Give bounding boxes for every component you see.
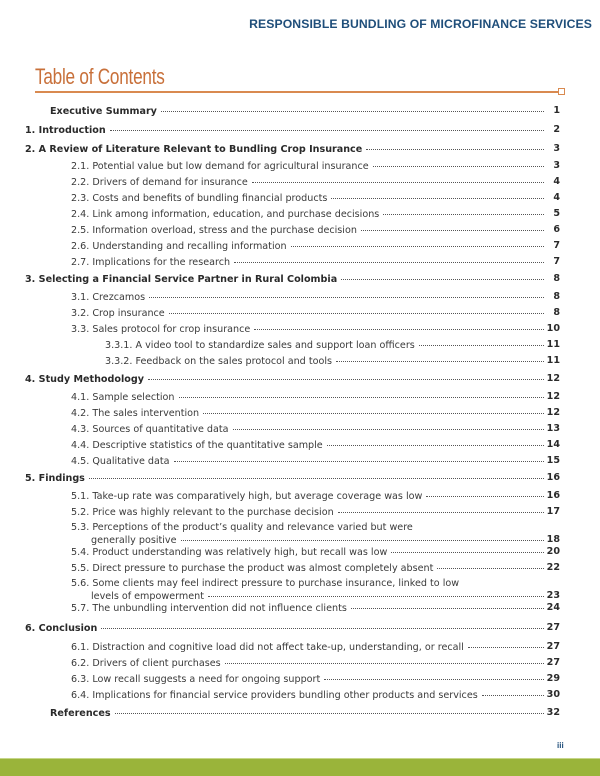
toc-entry-page: 16 bbox=[546, 490, 560, 501]
toc-entry-label: 6.4. Implications for financial service providers bundling other products and services bbox=[71, 690, 478, 701]
dot-leader bbox=[383, 206, 544, 215]
toc-entry-label: References bbox=[50, 708, 111, 719]
toc-entry[interactable] bbox=[71, 307, 560, 320]
toc-entry-label: 4.2. The sales intervention bbox=[71, 408, 200, 419]
rule-end-square-icon bbox=[558, 88, 565, 95]
toc-entry-page: 24 bbox=[546, 602, 560, 613]
toc-entry-page: 27 bbox=[546, 622, 560, 633]
dot-leader bbox=[341, 271, 544, 280]
dot-leader bbox=[161, 103, 544, 112]
toc-entry-page: 30 bbox=[546, 689, 560, 700]
toc-entry[interactable] bbox=[71, 490, 560, 503]
toc-entry-label: 2.5. Information overload, stress and the purchase decision bbox=[71, 225, 357, 236]
toc-entry-label: 2.1. Potential value but low demand for agricultural insurance bbox=[71, 161, 369, 172]
toc-entry-label: 3.2. Crop insurance bbox=[71, 308, 165, 319]
toc-entry-page: 15 bbox=[546, 455, 560, 466]
toc-entry-page: 7 bbox=[553, 240, 560, 251]
toc-entry-label: 5.6. Some clients may feel indirect pressure to purchase insurance, linked to low bbox=[71, 578, 460, 589]
toc-entry-page: 23 bbox=[546, 590, 560, 601]
page-number: iii bbox=[557, 741, 564, 750]
running-header-title: RESPONSIBLE BUNDLING OF MICROFINANCE SERVICES bbox=[249, 17, 592, 31]
toc-entry[interactable] bbox=[50, 105, 560, 118]
dot-leader bbox=[101, 620, 544, 629]
toc-entry-page: 4 bbox=[553, 176, 560, 187]
toc-entry-label: 3. Selecting a Financial Service Partner in Rural Colombia bbox=[25, 274, 338, 285]
dot-leader bbox=[419, 337, 544, 346]
toc-entry-page: 8 bbox=[553, 273, 560, 284]
toc-entry-label: 1. Introduction bbox=[25, 125, 106, 136]
dot-leader bbox=[331, 190, 544, 199]
toc-entry[interactable] bbox=[25, 143, 560, 156]
dot-leader bbox=[179, 389, 545, 398]
toc-entry-page: 22 bbox=[546, 562, 560, 573]
toc-entry-page: 12 bbox=[546, 407, 560, 418]
toc-entry-label: 4.3. Sources of quantitative data bbox=[71, 424, 229, 435]
toc-entry-page: 4 bbox=[553, 192, 560, 203]
dot-leader bbox=[89, 470, 544, 479]
toc-entry-label: 4. Study Methodology bbox=[25, 374, 144, 385]
toc-entry-page: 11 bbox=[546, 339, 560, 350]
toc-entry[interactable] bbox=[71, 689, 560, 702]
dot-leader bbox=[468, 639, 544, 648]
toc-entry-label: 5.5. Direct pressure to purchase the product was almost completely absent bbox=[71, 563, 434, 574]
toc-entry-label: 3.1. Crezcamos bbox=[71, 292, 146, 303]
toc-entry-page: 1 bbox=[553, 105, 560, 116]
toc-entry-label: 4.4. Descriptive statistics of the quantitative sample bbox=[71, 440, 323, 451]
toc-entry-label: generally positive bbox=[91, 535, 177, 546]
toc-entry-page: 3 bbox=[553, 160, 560, 171]
dot-leader bbox=[351, 600, 544, 609]
dot-leader bbox=[482, 687, 544, 696]
toc-entry-label: levels of empowerment bbox=[91, 591, 204, 602]
toc-entry-label: 2.6. Understanding and recalling information bbox=[71, 241, 287, 252]
toc-entry-page: 10 bbox=[546, 323, 560, 334]
dot-leader bbox=[115, 705, 544, 714]
toc-entry-label: 6. Conclusion bbox=[25, 623, 98, 634]
toc-entry-page: 27 bbox=[546, 657, 560, 668]
toc-entry-page: 7 bbox=[553, 256, 560, 267]
toc-entry[interactable] bbox=[71, 641, 560, 654]
toc-entry-label: Executive Summary bbox=[50, 106, 157, 117]
dot-leader bbox=[338, 504, 544, 513]
dot-leader bbox=[225, 655, 544, 664]
toc-entry-page: 12 bbox=[546, 391, 560, 402]
toc-entry-page: 8 bbox=[553, 291, 560, 302]
toc-entry[interactable] bbox=[25, 622, 560, 635]
toc-entry[interactable] bbox=[25, 472, 560, 485]
toc-entry-page: 16 bbox=[546, 472, 560, 483]
toc-entry[interactable] bbox=[71, 546, 560, 559]
toc-entry-label: 2.4. Link among information, education, and purchase decisions bbox=[71, 209, 380, 220]
toc-entry-label: 5.3. Perceptions of the product’s quality and relevance varied but were bbox=[71, 522, 413, 533]
toc-entry-page: 5 bbox=[553, 208, 560, 219]
toc-entry-page: 20 bbox=[546, 546, 560, 557]
toc-entry-label: 3.3. Sales protocol for crop insurance bbox=[71, 324, 251, 335]
toc-entry-page: 18 bbox=[546, 534, 560, 545]
footer-bar bbox=[0, 758, 600, 776]
toc-entry-label: 6.3. Low recall suggests a need for ongoing support bbox=[71, 674, 321, 685]
dot-leader bbox=[234, 254, 544, 263]
toc-entry[interactable] bbox=[71, 657, 560, 670]
dot-leader bbox=[148, 371, 544, 380]
toc-entry[interactable] bbox=[71, 256, 560, 269]
toc-entry-page: 11 bbox=[546, 355, 560, 366]
toc-entry[interactable] bbox=[71, 192, 560, 205]
toc-entry-label: 6.1. Distraction and cognitive load did not affect take-up, understanding, or recall bbox=[71, 642, 464, 653]
toc-entry[interactable] bbox=[71, 506, 560, 519]
dot-leader bbox=[426, 488, 544, 497]
toc-entry-page: 12 bbox=[546, 373, 560, 384]
toc-entry[interactable] bbox=[71, 160, 560, 173]
toc-heading: Table of Contents bbox=[35, 64, 165, 89]
toc-entry-page: 6 bbox=[553, 224, 560, 235]
toc-entry[interactable] bbox=[71, 291, 560, 304]
toc-entry-label: 5. Findings bbox=[25, 473, 85, 484]
dot-leader bbox=[252, 174, 544, 183]
toc-entry[interactable] bbox=[71, 323, 560, 336]
toc-entry[interactable] bbox=[25, 273, 560, 286]
dot-leader bbox=[208, 588, 544, 597]
toc-entry-label: 2.2. Drivers of demand for insurance bbox=[71, 177, 248, 188]
dot-leader bbox=[336, 353, 544, 362]
toc-entry[interactable] bbox=[71, 673, 560, 686]
toc-entry[interactable] bbox=[25, 373, 560, 386]
toc-entry[interactable] bbox=[71, 224, 560, 237]
toc-entry-label: 4.1. Sample selection bbox=[71, 392, 175, 403]
toc-entry[interactable] bbox=[71, 439, 560, 452]
toc-entry-page: 2 bbox=[553, 124, 560, 135]
toc-entry[interactable] bbox=[71, 240, 560, 253]
dot-leader bbox=[391, 544, 544, 553]
toc-entry[interactable] bbox=[71, 407, 560, 420]
toc-entry[interactable] bbox=[71, 208, 560, 221]
toc-entry-page: 17 bbox=[546, 506, 560, 517]
toc-entry-label: 2.3. Costs and benefits of bundling financial products bbox=[71, 193, 328, 204]
dot-leader bbox=[233, 421, 544, 430]
toc-entry-page: 3 bbox=[553, 143, 560, 154]
toc-entry-page: 13 bbox=[546, 423, 560, 434]
toc-entry-label: 5.2. Price was highly relevant to the purchase decision bbox=[71, 507, 334, 518]
toc-entry-page: 29 bbox=[546, 673, 560, 684]
toc-entry[interactable] bbox=[71, 455, 560, 468]
toc-entry-page: 32 bbox=[546, 707, 560, 718]
toc-entry[interactable] bbox=[71, 176, 560, 189]
toc-entry-label: 3.3.2. Feedback on the sales protocol and tools bbox=[105, 356, 332, 367]
dot-leader bbox=[361, 222, 544, 231]
heading-rule bbox=[35, 91, 561, 93]
toc-entry-label: 5.7. The unbundling intervention did not influence clients bbox=[71, 603, 347, 614]
toc-entry[interactable] bbox=[71, 562, 560, 575]
toc-entry[interactable] bbox=[50, 707, 560, 720]
toc-entry-label: 6.2. Drivers of client purchases bbox=[71, 658, 221, 669]
dot-leader bbox=[437, 560, 544, 569]
toc-entry-label: 4.5. Qualitative data bbox=[71, 456, 170, 467]
toc-entry-page: 27 bbox=[546, 641, 560, 652]
toc-entry-label: 2.7. Implications for the research bbox=[71, 257, 231, 268]
dot-leader bbox=[366, 141, 544, 150]
toc-entry-page: 14 bbox=[546, 439, 560, 450]
toc-entry-label: 3.3.1. A video tool to standardize sales and support loan officers bbox=[105, 340, 415, 351]
toc-entry[interactable] bbox=[71, 423, 560, 436]
toc-entry[interactable] bbox=[71, 602, 560, 615]
dot-leader bbox=[149, 289, 544, 298]
toc-entry[interactable] bbox=[25, 124, 560, 137]
dot-leader bbox=[373, 158, 544, 167]
toc-entry[interactable] bbox=[105, 355, 560, 368]
dot-leader bbox=[203, 405, 544, 414]
toc-entry-label: 2. A Review of Literature Relevant to Bundling Crop Insurance bbox=[25, 144, 363, 155]
dot-leader bbox=[324, 671, 544, 680]
toc-entry[interactable] bbox=[105, 339, 560, 352]
dot-leader bbox=[110, 122, 544, 131]
toc-entry[interactable] bbox=[71, 391, 560, 404]
dot-leader bbox=[174, 453, 544, 462]
dot-leader bbox=[291, 238, 544, 247]
toc-entry-label: 5.1. Take-up rate was comparatively high, but average coverage was low bbox=[71, 491, 423, 502]
dot-leader bbox=[169, 305, 544, 314]
dot-leader bbox=[254, 321, 544, 330]
toc-entry-label: 5.4. Product understanding was relatively high, but recall was low bbox=[71, 547, 388, 558]
dot-leader bbox=[181, 532, 545, 541]
dot-leader bbox=[327, 437, 544, 446]
toc-entry-page: 8 bbox=[553, 307, 560, 318]
